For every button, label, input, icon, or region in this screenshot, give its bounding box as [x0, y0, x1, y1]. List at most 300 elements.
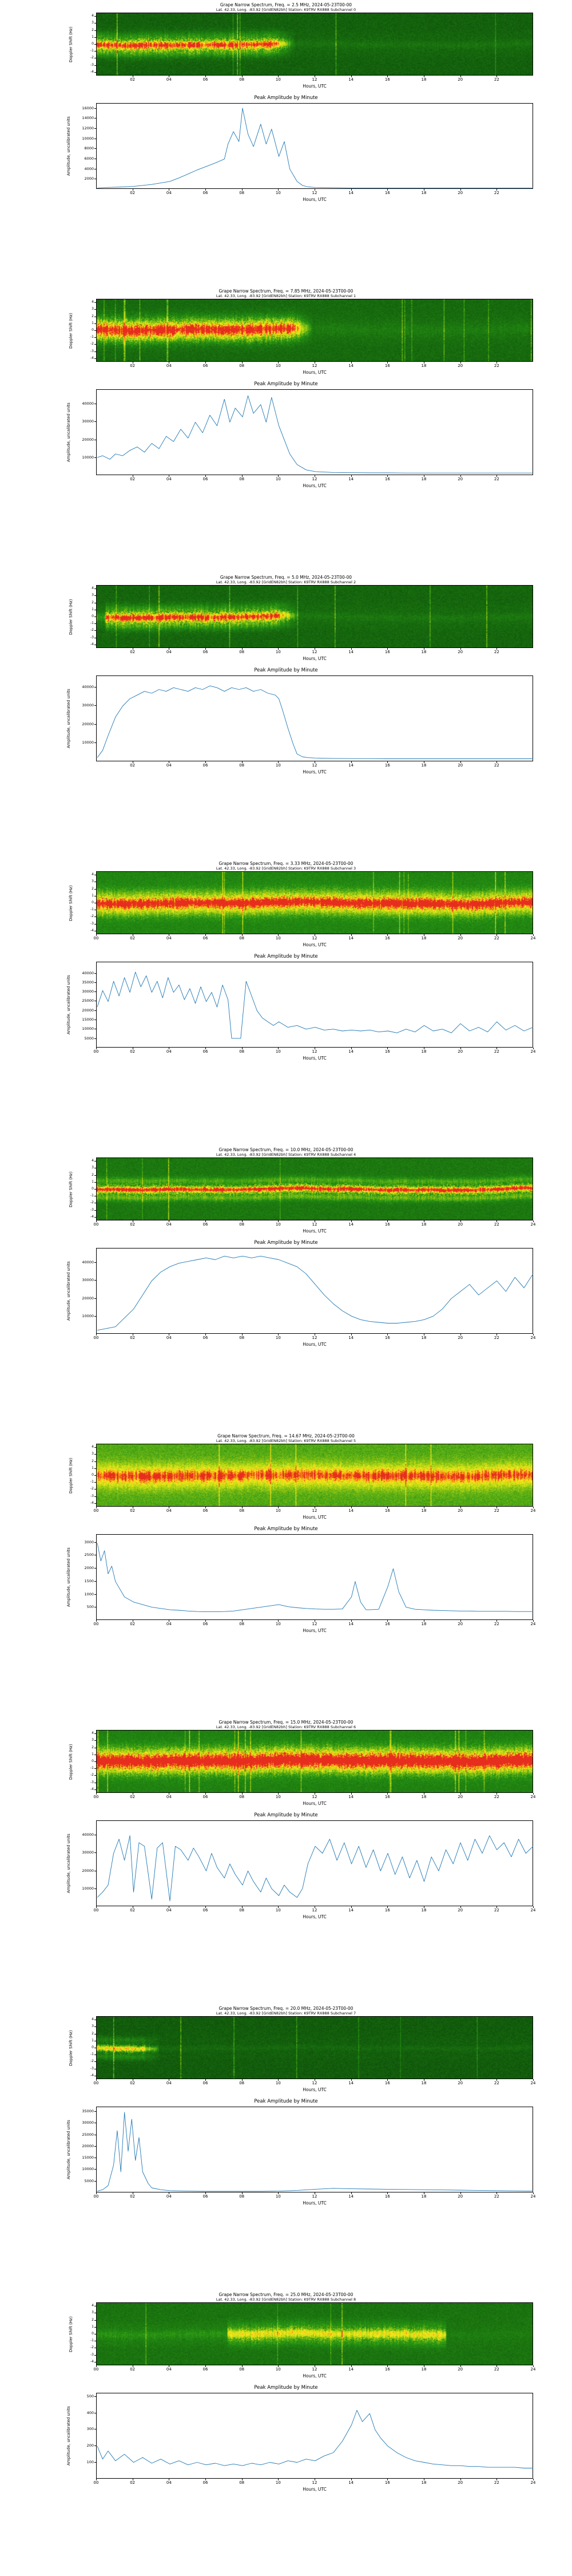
tick-mark [242, 761, 243, 763]
amplitude-xtick: 10 [275, 1049, 281, 1054]
spectrogram-ytick: 3 [92, 307, 94, 311]
amplitude-xtick: 20 [458, 2480, 463, 2485]
tick-mark [205, 1048, 206, 1049]
tick-mark [205, 1793, 206, 1795]
tick-mark [94, 323, 96, 324]
spectrogram-xtick: 14 [348, 1795, 354, 1799]
spectrogram-xtick: 08 [239, 1795, 245, 1799]
spectrogram-title-0 [0, 0, 572, 13]
amplitude-ylabel: Amplitude, uncalibrated units [66, 2406, 71, 2466]
tick-mark [94, 1542, 96, 1543]
spectrogram-ytick: -4 [90, 69, 94, 74]
tick-mark [242, 648, 243, 650]
tick-mark [94, 37, 96, 38]
spectrogram-6 [96, 1730, 533, 1793]
spectrogram-title-5 [0, 1431, 572, 1444]
spectrogram-xtick: 24 [530, 2081, 536, 2085]
tick-mark [205, 1220, 206, 1222]
tick-mark [94, 724, 96, 725]
spectrogram-ytick: -3 [90, 62, 94, 67]
amplitude-ytick: 10000 [82, 1886, 94, 1891]
amplitude-series [97, 1249, 534, 1334]
tick-mark [94, 2026, 96, 2027]
tick-mark [205, 648, 206, 650]
amplitude-xtick: 04 [166, 1336, 172, 1340]
tick-mark [496, 2479, 497, 2480]
spectrogram-ytick: 2 [92, 1459, 94, 1463]
tick-mark [387, 1334, 388, 1336]
spectrogram-xtick: 12 [312, 364, 317, 368]
spectrogram-ytick: 2 [92, 2317, 94, 2322]
tick-mark [460, 362, 461, 364]
spectrogram-xtick: 18 [421, 364, 427, 368]
tick-mark [278, 1906, 279, 1908]
tick-mark [351, 189, 352, 191]
amplitude-xtick: 00 [93, 2480, 99, 2485]
tick-mark [496, 1048, 497, 1049]
tick-mark [533, 2079, 534, 2081]
amplitude-xtick: 08 [239, 477, 245, 481]
tick-mark [94, 2327, 96, 2328]
spectrogram-xtick: 04 [166, 650, 172, 654]
amplitude-ytick: 40000 [82, 401, 94, 406]
spectrogram-xtick: 16 [384, 77, 390, 82]
spectrogram-xtick: 06 [202, 936, 208, 941]
spectrogram-xtick: 18 [421, 650, 427, 654]
tick-mark [94, 1461, 96, 1462]
spectrogram-xtick: 06 [202, 1508, 208, 1513]
tick-mark [460, 1620, 461, 1622]
spectrogram-xtick: 04 [166, 2367, 172, 2372]
spectrogram-title-line1: Grape Narrow Spectrum, Freq. = 7.85 MHz, 2024-05-23T00-00 [219, 289, 353, 294]
spectrogram-xtick: 10 [275, 936, 281, 941]
spectrogram-ytick: -3 [90, 2352, 94, 2357]
tick-mark [96, 2479, 97, 2480]
tick-mark [351, 475, 352, 477]
tick-mark [94, 742, 96, 743]
amplitude-xlabel: Hours, UTC [303, 2200, 327, 2206]
tick-mark [351, 1793, 352, 1795]
spectrogram-xtick: 18 [421, 1222, 427, 1227]
spectrogram-ytick: -1 [90, 1194, 94, 1198]
amplitude-xtick: 10 [275, 2480, 281, 2485]
tick-mark [533, 934, 534, 936]
spectrogram-ytick: 4 [92, 1445, 94, 1449]
tick-mark [94, 1581, 96, 1582]
spectrogram-ytick: 4 [92, 872, 94, 877]
amplitude-xtick: 02 [130, 1908, 136, 1913]
amplitude-xtick: 20 [458, 1622, 463, 1626]
amplitude-ytick: 2000 [84, 1566, 94, 1571]
tick-mark [205, 934, 206, 936]
amplitude-ytick: 5000 [84, 2178, 94, 2183]
amplitude-xtick: 24 [530, 1622, 536, 1626]
tick-mark [94, 1468, 96, 1469]
spectrogram-xtick: 08 [239, 2081, 245, 2085]
tick-mark [94, 1594, 96, 1595]
amplitude-xtick: 24 [530, 1336, 536, 1340]
tick-mark [278, 475, 279, 477]
tick-mark [205, 2192, 206, 2194]
amplitude-xtick: 10 [275, 1622, 281, 1626]
spectrogram-xtick: 12 [312, 1222, 317, 1227]
tick-mark [94, 421, 96, 422]
spectrogram-image [97, 586, 533, 647]
tick-mark [460, 475, 461, 477]
tick-mark [351, 648, 352, 650]
spectrogram-ytick: 2 [92, 600, 94, 605]
spectrogram-ylabel: Doppler Shift (Hz) [69, 313, 73, 349]
spectrogram-xtick: 20 [458, 1508, 463, 1513]
spectrogram-xtick: 08 [239, 77, 245, 82]
spectrogram-xtick: 24 [530, 1795, 536, 1799]
tick-mark [96, 1793, 97, 1795]
tick-mark [96, 1507, 97, 1508]
amplitude-ytick: 500 [86, 2393, 94, 2399]
amplitude-ytick: 1500 [84, 1578, 94, 1583]
amplitude-xtick: 08 [239, 1908, 245, 1913]
spectrogram-xlabel: Hours, UTC [303, 656, 327, 661]
spectrogram-ylabel: Doppler Shift (Hz) [69, 1171, 73, 1207]
amplitude-ytick: 25000 [82, 998, 94, 1003]
tick-mark [96, 1048, 97, 1049]
amplitude-xtick: 02 [130, 191, 136, 195]
amplitude-ytick: 10000 [82, 1026, 94, 1032]
spectrogram-xtick: 10 [275, 2367, 281, 2372]
spectrogram-ytick: -4 [90, 2359, 94, 2364]
tick-mark [351, 1906, 352, 1908]
spectrogram-xtick: 08 [239, 1222, 245, 1227]
amplitude-xtick: 02 [130, 1049, 136, 1054]
spectrogram-ytick: -4 [90, 1214, 94, 1219]
spectrogram-title-line2: Lat. 42.33, Long. -83.92 [GridEN82bh] Station: K9TRV RX888 Subchannel 4 [216, 1152, 356, 1157]
spectrogram-xtick: 14 [348, 1222, 354, 1227]
spectrogram-ytick: 3 [92, 1452, 94, 1456]
amplitude-xtick: 08 [239, 1336, 245, 1340]
tick-mark [278, 2192, 279, 2194]
tick-mark [351, 1334, 352, 1336]
tick-mark [496, 1507, 497, 1508]
spectrogram-ytick: -4 [90, 1500, 94, 1505]
spectrogram-ytick: -4 [90, 928, 94, 933]
spectrogram-xtick: 04 [166, 2081, 172, 2085]
amplitude-plot-6 [96, 1820, 533, 1906]
spectrogram-title-line2: Lat. 42.33, Long. -83.92 [GridEN82bh] Station: K9TRV RX888 Subchannel 2 [216, 580, 356, 584]
spectrogram-xtick: 10 [275, 77, 281, 82]
spectrogram-xtick: 14 [348, 364, 354, 368]
spectrogram-xtick: 06 [202, 77, 208, 82]
tick-mark [351, 1220, 352, 1222]
spectrogram-xtick: 06 [202, 2367, 208, 2372]
amplitude-title-3: Peak Amplitude by Minute [254, 954, 318, 959]
tick-mark [94, 1789, 96, 1790]
amplitude-xtick: 08 [239, 763, 245, 768]
amplitude-xtick: 18 [421, 1622, 427, 1626]
spectrogram-ytick: 2 [92, 1745, 94, 1749]
amplitude-xtick: 24 [530, 2480, 536, 2485]
tick-mark [496, 648, 497, 650]
amplitude-xtick: 20 [458, 2194, 463, 2199]
tick-mark [387, 1793, 388, 1795]
amplitude-ytick: 20000 [82, 1008, 94, 1013]
amplitude-ytick: 8000 [84, 146, 94, 151]
spectrogram-ytick: -3 [90, 1780, 94, 1784]
amplitude-xtick: 12 [312, 1622, 317, 1626]
tick-mark [533, 1620, 534, 1622]
tick-mark [205, 189, 206, 191]
tick-mark [94, 1210, 96, 1211]
spectrogram-xtick: 02 [130, 77, 136, 82]
tick-mark [242, 362, 243, 364]
amplitude-ytick: 300 [86, 2427, 94, 2432]
spectrogram-ytick: 0 [92, 1759, 94, 1763]
amplitude-ytick: 14000 [82, 116, 94, 121]
amplitude-plot-2 [96, 675, 533, 761]
spectrogram-ytick: -2 [90, 2059, 94, 2064]
tick-mark [94, 623, 96, 624]
amplitude-xtick: 06 [202, 191, 208, 195]
amplitude-series [97, 2107, 534, 2193]
amplitude-xtick: 06 [202, 2194, 208, 2199]
spectrogram-2 [96, 585, 533, 648]
amplitude-series [97, 1821, 534, 1907]
amplitude-ytick: 40000 [82, 684, 94, 689]
tick-mark [94, 991, 96, 992]
tick-mark [242, 2079, 243, 2081]
amplitude-xtick: 04 [166, 477, 172, 481]
amplitude-ytick: 10000 [82, 1313, 94, 1318]
spectrogram-xtick: 08 [239, 1508, 245, 1513]
spectrogram-xtick: 08 [239, 2367, 245, 2372]
tick-mark [205, 761, 206, 763]
amplitude-xtick: 22 [494, 1622, 499, 1626]
tick-mark [496, 1793, 497, 1795]
spectrogram-title-line2: Lat. 42.33, Long. -83.92 [GridEN82bh] Station: K9TRV RX888 Subchannel 7 [216, 2011, 356, 2016]
tick-mark [460, 2479, 461, 2480]
tick-mark [460, 1220, 461, 1222]
amplitude-ytick: 40000 [82, 1260, 94, 1265]
spectrogram-xtick: 04 [166, 77, 172, 82]
spectrogram-xlabel: Hours, UTC [303, 1801, 327, 1806]
spectrogram-ytick: -1 [90, 2052, 94, 2057]
tick-mark [351, 1620, 352, 1622]
spectrogram-xtick: 22 [494, 650, 499, 654]
tick-mark [94, 1280, 96, 1281]
tick-mark [96, 2192, 97, 2194]
spectrogram-xtick: 18 [421, 77, 427, 82]
tick-mark [460, 2192, 461, 2194]
spectrogram-xtick: 24 [530, 2367, 536, 2372]
spectrogram-xtick: 14 [348, 650, 354, 654]
amplitude-xtick: 18 [421, 1336, 427, 1340]
amplitude-ytick: 2000 [84, 176, 94, 181]
amplitude-xtick: 06 [202, 1908, 208, 1913]
tick-mark [496, 189, 497, 191]
amplitude-xtick: 16 [384, 2480, 390, 2485]
spectrogram-xtick: 02 [130, 364, 136, 368]
tick-mark [387, 475, 388, 477]
spectrogram-title-8 [0, 2290, 572, 2302]
spectrogram-xtick: 16 [384, 650, 390, 654]
spectrogram-image [97, 1158, 533, 1220]
spectrogram-ytick: 0 [92, 328, 94, 332]
spectrogram-xtick: 02 [130, 1508, 136, 1513]
tick-mark [94, 2355, 96, 2356]
spectrogram-image [97, 1444, 533, 1506]
amplitude-ytick: 1000 [84, 1591, 94, 1597]
tick-mark [351, 2479, 352, 2480]
tick-mark [387, 761, 388, 763]
panel-7 [0, 2004, 572, 2290]
spectrogram-xtick: 08 [239, 936, 245, 941]
tick-mark [94, 1038, 96, 1039]
spectrogram-xtick: 02 [130, 650, 136, 654]
amplitude-xlabel: Hours, UTC [303, 2487, 327, 2492]
amplitude-ytick: 30000 [82, 419, 94, 424]
amplitude-plot-1 [96, 389, 533, 475]
amplitude-xlabel: Hours, UTC [303, 1342, 327, 1347]
spectrogram-xtick: 14 [348, 936, 354, 941]
spectrogram-xtick: 18 [421, 2367, 427, 2372]
amplitude-xtick: 18 [421, 191, 427, 195]
amplitude-xtick: 18 [421, 2194, 427, 2199]
amplitude-ylabel: Amplitude, uncalibrated units [66, 402, 71, 462]
tick-mark [94, 337, 96, 338]
tick-mark [94, 1503, 96, 1504]
spectrogram-image [97, 13, 533, 75]
spectrogram-ylabel: Doppler Shift (Hz) [69, 1744, 73, 1780]
amplitude-xtick: 12 [312, 2194, 317, 2199]
spectrogram-xtick: 20 [458, 77, 463, 82]
tick-mark [533, 1906, 534, 1908]
tick-mark [205, 1906, 206, 1908]
amplitude-series [97, 676, 534, 762]
amplitude-xtick: 20 [458, 1908, 463, 1913]
spectrogram-ytick: 2 [92, 886, 94, 891]
panel-5 [0, 1431, 572, 1717]
amplitude-ytick: 400 [86, 2410, 94, 2415]
amplitude-ytick: 10000 [82, 2167, 94, 2172]
spectrogram-ytick: -2 [90, 1773, 94, 1777]
spectrogram-title-line2: Lat. 42.33, Long. -83.92 [GridEN82bh] Station: K9TRV RX888 Subchannel 8 [216, 2297, 356, 2302]
tick-mark [533, 2479, 534, 2480]
amplitude-xtick: 02 [130, 763, 136, 768]
amplitude-ylabel: Amplitude, uncalibrated units [66, 1834, 71, 1893]
spectrogram-ytick: 4 [92, 1731, 94, 1736]
amplitude-plot-7 [96, 2107, 533, 2192]
amplitude-xtick: 00 [93, 1622, 99, 1626]
spectrogram-xtick: 12 [312, 2081, 317, 2085]
tick-mark [96, 934, 97, 936]
amplitude-xtick: 12 [312, 763, 317, 768]
tick-mark [278, 362, 279, 364]
spectrogram-xtick: 16 [384, 1508, 390, 1513]
amplitude-xtick: 04 [166, 1049, 172, 1054]
amplitude-xtick: 00 [93, 1336, 99, 1340]
spectrogram-ytick: 1 [92, 1179, 94, 1184]
tick-mark [278, 1620, 279, 1622]
spectrogram-title-6 [0, 1717, 572, 1730]
spectrogram-title-line1: Grape Narrow Spectrum, Freq. = 3.33 MHz, 2024-05-23T00-00 [219, 861, 353, 866]
amplitude-xtick: 00 [93, 2194, 99, 2199]
amplitude-xtick: 14 [348, 477, 354, 481]
tick-mark [94, 1489, 96, 1490]
spectrogram-xtick: 16 [384, 1795, 390, 1799]
spectrogram-ytick: 1 [92, 2038, 94, 2042]
spectrogram-ytick: 0 [92, 42, 94, 46]
spectrogram-ylabel: Doppler Shift (Hz) [69, 2030, 73, 2066]
tick-mark [205, 2365, 206, 2367]
amplitude-xtick: 12 [312, 2480, 317, 2485]
spectrogram-ytick: -2 [90, 1487, 94, 1491]
tick-mark [496, 934, 497, 936]
tick-mark [94, 148, 96, 149]
amplitude-xtick: 10 [275, 477, 281, 481]
tick-mark [533, 1220, 534, 1222]
spectrogram-xtick: 12 [312, 1508, 317, 1513]
spectrogram-xtick: 10 [275, 1222, 281, 1227]
spectrogram-ytick: -2 [90, 342, 94, 346]
spectrogram-xtick: 00 [93, 1508, 99, 1513]
amplitude-xtick: 22 [494, 763, 499, 768]
spectrogram-xtick: 22 [494, 364, 499, 368]
tick-mark [94, 2146, 96, 2147]
spectrogram-1 [96, 299, 533, 362]
spectrogram-xtick: 18 [421, 2081, 427, 2085]
spectrogram-xtick: 16 [384, 2367, 390, 2372]
tick-mark [205, 76, 206, 77]
tick-mark [96, 1220, 97, 1222]
tick-mark [96, 2365, 97, 2367]
spectrogram-ytick: -2 [90, 628, 94, 633]
spectrogram-xtick: 06 [202, 1222, 208, 1227]
amplitude-ytick: 16000 [82, 105, 94, 110]
spectrogram-xtick: 18 [421, 1795, 427, 1799]
spectrogram-ytick: -1 [90, 49, 94, 53]
tick-mark [94, 1447, 96, 1448]
tick-mark [205, 362, 206, 364]
spectrogram-xtick: 20 [458, 936, 463, 941]
spectrogram-xtick: 12 [312, 77, 317, 82]
tick-mark [278, 1048, 279, 1049]
amplitude-xtick: 14 [348, 191, 354, 195]
spectrogram-xtick: 06 [202, 364, 208, 368]
amplitude-plot-5 [96, 1534, 533, 1620]
tick-mark [94, 1454, 96, 1455]
tick-mark [387, 1220, 388, 1222]
amplitude-ytick: 20000 [82, 2143, 94, 2148]
amplitude-ytick: 15000 [82, 2155, 94, 2160]
amplitude-ytick: 4000 [84, 166, 94, 171]
spectrogram-ytick: -3 [90, 1494, 94, 1498]
spectrogram-ytick: 1 [92, 34, 94, 39]
amplitude-xtick: 14 [348, 1908, 354, 1913]
tick-mark [242, 1334, 243, 1336]
amplitude-xtick: 12 [312, 477, 317, 481]
spectrogram-xtick: 14 [348, 2367, 354, 2372]
amplitude-ytick: 40000 [82, 970, 94, 975]
tick-mark [351, 1048, 352, 1049]
amplitude-xtick: 02 [130, 477, 136, 481]
amplitude-xtick: 04 [166, 191, 172, 195]
spectrogram-xtick: 22 [494, 1508, 499, 1513]
amplitude-ytick: 30000 [82, 1278, 94, 1283]
spectrogram-ytick: 1 [92, 607, 94, 611]
tick-mark [387, 2079, 388, 2081]
spectrogram-ytick: -1 [90, 1766, 94, 1771]
amplitude-xtick: 10 [275, 1336, 281, 1340]
spectrogram-ytick: -2 [90, 1200, 94, 1205]
